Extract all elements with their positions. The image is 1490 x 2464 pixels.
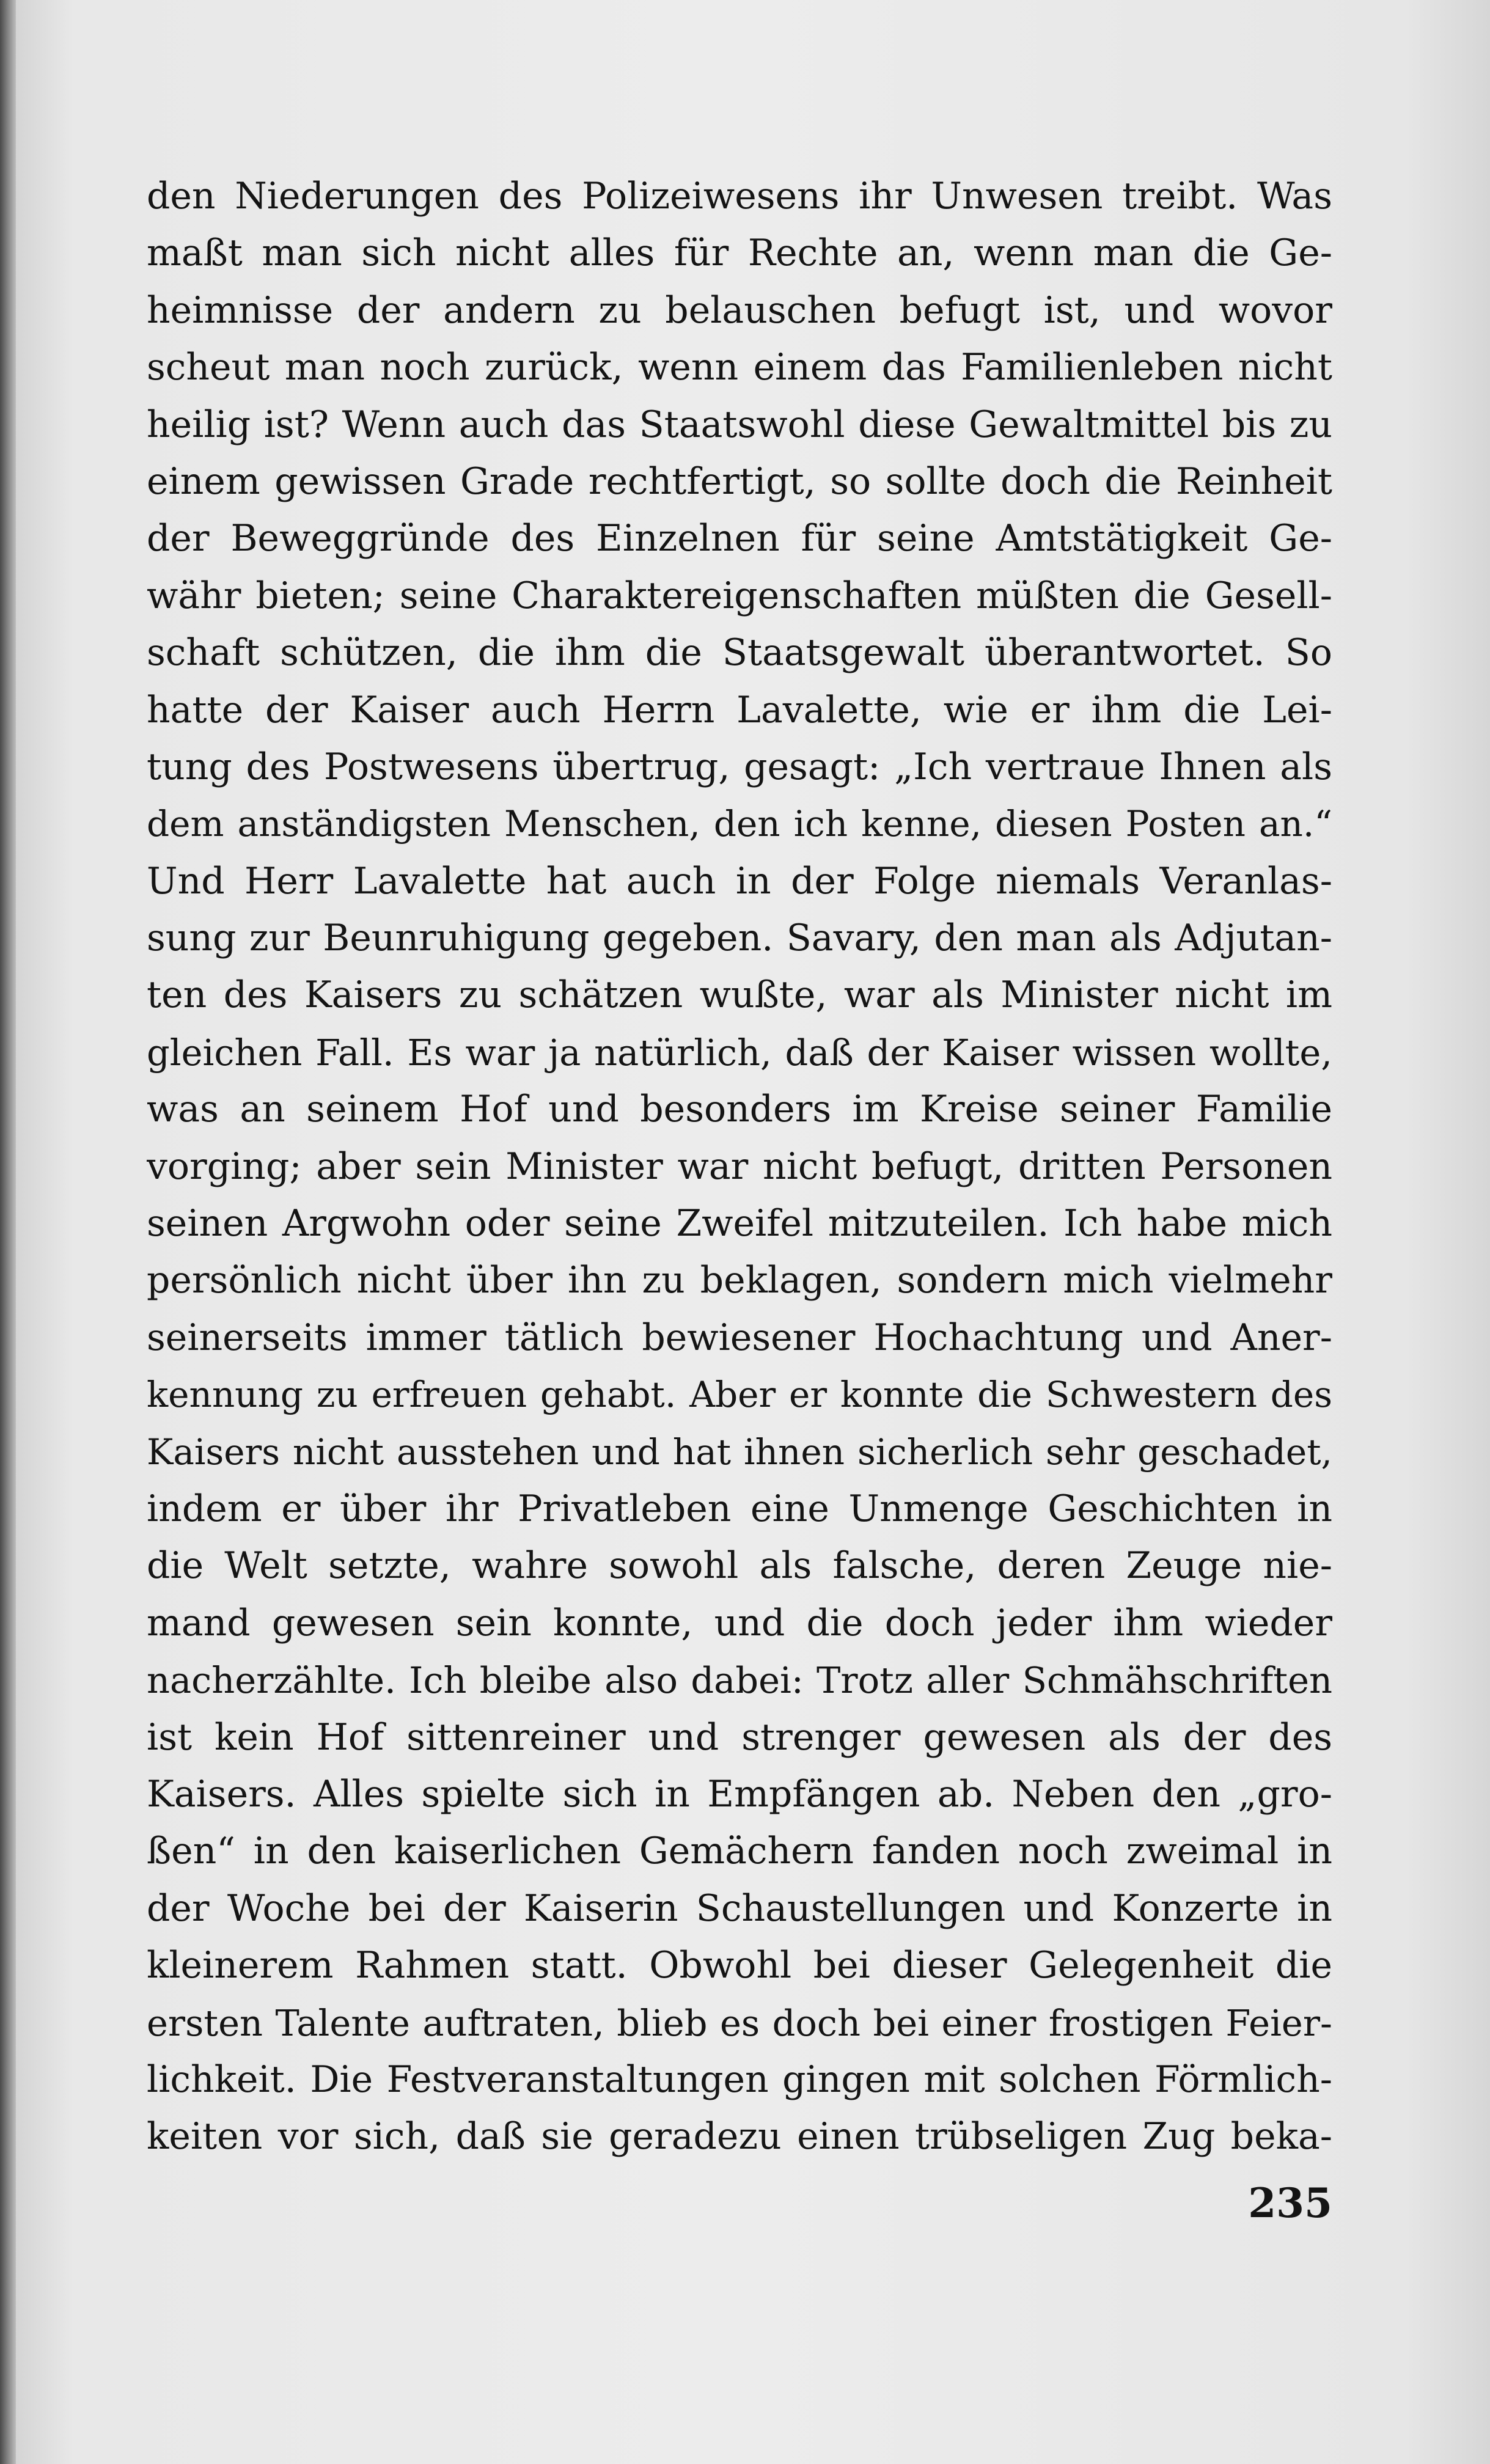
text-line: die Welt setzte, wahre sowohl als falsche, deren Zeuge nie- [147, 1544, 1332, 1588]
text-line: einem gewissen Grade rechtfertigt, so sollte doch die Reinheit [147, 460, 1332, 503]
text-line: den Niederungen des Polizeiwesens ihr Unwesen treibt. Was [147, 175, 1332, 218]
text-line: keiten vor sich, daß sie geradezu einen trübseligen Zug beka- [147, 2115, 1332, 2158]
text-line: kennung zu erfreuen gehabt. Aber er konnte die Schwestern des [147, 1374, 1332, 1416]
text-line: der Beweggründe des Einzelnen für seine Amtstätigkeit Ge- [147, 517, 1332, 560]
text-line: scheut man noch zurück, wenn einem das Familienleben nicht [147, 346, 1332, 389]
text-line: heilig ist? Wenn auch das Staatswohl diese Gewaltmittel bis zu [147, 403, 1332, 446]
text-line: gleichen Fall. Es war ja natürlich, daß der Kaiser wissen wollte, [147, 1031, 1332, 1074]
text-line: Und Herr Lavalette hat auch in der Folge niemals Veranlas- [147, 859, 1332, 903]
text-line: sung zur Beunruhigung gegeben. Savary, den man als Adjutan- [147, 917, 1332, 960]
text-line: ten des Kaisers zu schätzen wußte, war als Minister nicht im [147, 974, 1332, 1017]
text-line: indem er über ihr Privatleben eine Unmenge Geschichten in [147, 1487, 1332, 1530]
text-line: schaft schützen, die ihm die Staatsgewalt überantwortet. So [147, 631, 1332, 675]
text-line: seinen Argwohn oder seine Zweifel mitzuteilen. Ich habe mich [147, 1202, 1332, 1245]
text-line: ist kein Hof sittenreiner und strenger gewesen als der des [147, 1715, 1332, 1759]
text-line: kleinerem Rahmen statt. Obwohl bei dieser Gelegenheit die [147, 1944, 1332, 1987]
text-line: hatte der Kaiser auch Herrn Lavalette, wie er ihm die Lei- [147, 688, 1332, 732]
text-line: vorging; aber sein Minister war nicht befugt, dritten Personen [147, 1145, 1332, 1188]
body-text [147, 168, 1332, 2166]
text-line: währ bieten; seine Charaktereigenschaften müßten die Gesell- [147, 574, 1332, 617]
text-line: nacherzählte. Ich bleibe also dabei: Trotz aller Schmähschriften [147, 1659, 1332, 1702]
book-spine-shadow [0, 0, 16, 2464]
text-line: ßen“ in den kaiserlichen Gemächern fanden noch zweimal in [147, 1830, 1332, 1873]
text-line: persönlich nicht über ihn zu beklagen, sondern mich vielmehr [147, 1259, 1332, 1302]
text-line: heimnisse der andern zu belauschen befugt ist, und wovor [147, 288, 1332, 332]
text-line: was an seinem Hof und besonders im Kreise seiner Familie [147, 1088, 1332, 1131]
text-line: Kaisers nicht ausstehen und hat ihnen sicherlich sehr geschadet, [147, 1431, 1332, 1473]
text-line: tung des Postwesens übertrug, gesagt: „Ich vertraue Ihnen als [147, 745, 1332, 788]
text-line: mand gewesen sein konnte, und die doch jeder ihm wieder [147, 1601, 1332, 1645]
text-line: seinerseits immer tätlich bewiesener Hochachtung und Aner- [147, 1316, 1332, 1359]
text-line: lichkeit. Die Festveranstaltungen gingen mit solchen Förmlich- [147, 2058, 1332, 2101]
text-line: maßt man sich nicht alles für Rechte an, wenn man die Ge- [147, 232, 1332, 275]
text-line: ersten Talente auftraten, blieb es doch bei einer frostigen Feier- [147, 2001, 1332, 2044]
text-line: der Woche bei der Kaiserin Schaustellungen und Konzerte in [147, 1887, 1332, 1930]
page-number: 235 [1248, 2179, 1332, 2227]
text-line: Kaisers. Alles spielte sich in Empfängen ab. Neben den „gro- [147, 1772, 1332, 1816]
text-line: dem anständigsten Menschen, den ich kenne, diesen Posten an.“ [147, 803, 1332, 845]
